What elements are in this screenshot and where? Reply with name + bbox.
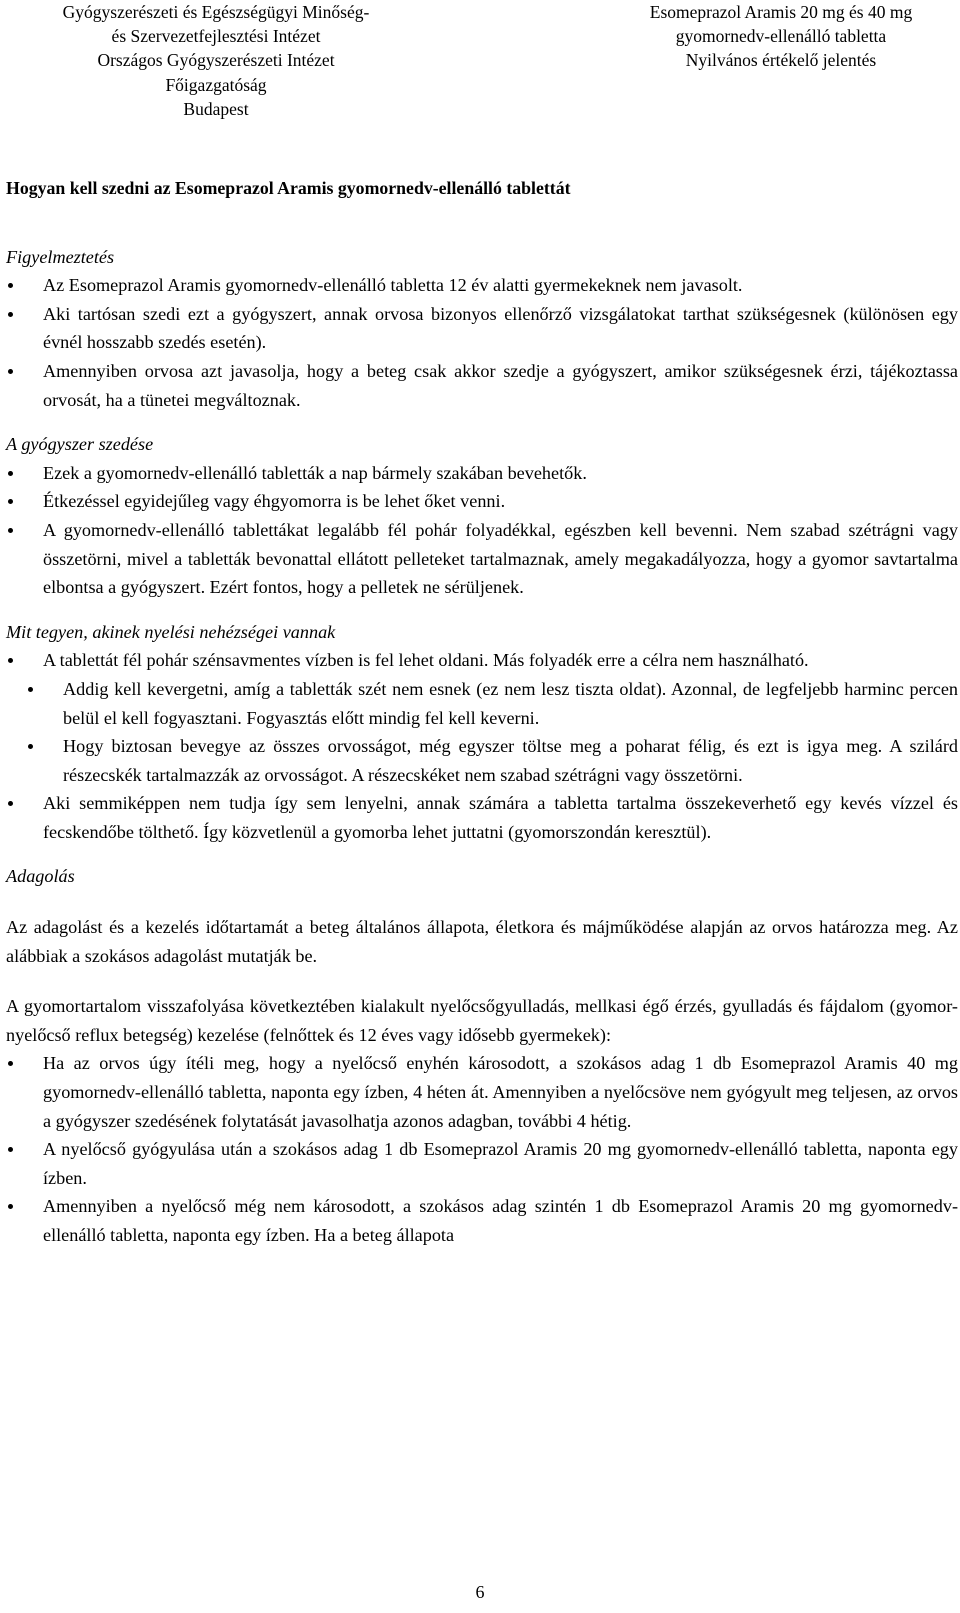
list-item: Az Esomeprazol Aramis gyomornedv-ellenálló tabletta 12 év alatti gyermekeknek nem javasolt. (6, 271, 958, 300)
swallowing-list (6, 646, 958, 675)
swallowing-sublist (26, 675, 958, 789)
intake-list (6, 459, 958, 602)
header-left-line: Országos Gyógyszerészeti Intézet (97, 50, 335, 71)
page-title: Hogyan kell szedni az Esomeprazol Aramis gyomornedv-ellenálló tablettát (6, 178, 571, 198)
header-left-line: Főigazgatóság (165, 74, 267, 95)
dosage-paragraph: A gyomortartalom visszafolyása következtében kialakult nyelőcsőgyulladás, mellkasi égő érzés, gyulladás és fájdalom (gyomor-nyelőcső reflux betegség) kezelése (felnőttek és 12 éves vagy idősebb gyermekek): (6, 996, 958, 1045)
list-item: Aki semmiképpen nem tudja így sem lenyelni, annak számára a tabletta tartalma összekeverhető egy kevés vízzel és fecskendőbe tölthető. Így közvetlenül a gyomorba lehet juttatni (gyomorszondán keresztül). (6, 789, 958, 846)
header-left-line: Gyógyszerészeti és Egészségügyi Minőség- (62, 2, 370, 22)
header-right (616, 0, 946, 73)
header-right-line: Nyilvános értékelő jelentés (685, 50, 877, 71)
list-item: A gyomornedv-ellenálló tablettákat legalább fél pohár folyadékkal, egészben kell bevenni. Nem szabad szétrágni vagy összetörni, mivel a tabletták bevonattal ellátott pelleteket tartalmaznak, amely megakadályozza, hogy a gyomor savtartalma elbontsa a gyógyszert. Ezért fontos, hogy a pelletek ne sérüljenek. (6, 516, 958, 602)
header-left (6, 0, 426, 121)
section-heading-swallowing: Mit tegyen, akinek nyelési nehézségei vannak (6, 621, 336, 642)
list-item: Aki tartósan szedi ezt a gyógyszert, annak orvosa bizonyos ellenőrző vizsgálatokat tarthat szükségesnek (különösen egy évnél hosszabb szedés esetén). (6, 300, 958, 357)
list-item: Étkezéssel egyidejűleg vagy éhgyomorra is be lehet őket venni. (6, 487, 958, 516)
section-heading-intake: A gyógyszer szedése (6, 434, 154, 455)
header-right-line: gyomornedv-ellenálló tabletta (675, 26, 887, 47)
page-number: 6 (475, 1582, 485, 1602)
warning-list (6, 271, 958, 414)
document-body (6, 174, 958, 1250)
swallowing-list-2 (6, 789, 958, 846)
list-item: Amennyiben orvosa azt javasolja, hogy a beteg csak akkor szedje a gyógyszert, amikor szükségesnek érzi, tájékoztassa orvosát, ha a tünetei megváltoznak. (6, 357, 958, 414)
list-item: A nyelőcső gyógyulása után a szokásos adag 1 db Esomeprazol Aramis 20 mg gyomornedv-ellenálló tabletta, naponta egy ízben. (6, 1135, 958, 1192)
header-right-line: Esomeprazol Aramis 20 mg és 40 mg (649, 2, 913, 22)
dosage-paragraph: Az adagolást és a kezelés időtartamát a beteg általános állapota, életkora és májműködése alapján az orvos határozza meg. Az alábbiak a szokásos adagolást mutatják be. (6, 917, 958, 966)
list-item: Ha az orvos úgy ítéli meg, hogy a nyelőcső enyhén károsodott, a szokásos adag 1 db Esomeprazol Aramis 40 mg gyomornedv-ellenálló tabletta, naponta egy ízben, 4 héten át. Amennyiben a nyelőcsöve nem gyógyult meg teljesen, az orvos a gyógyszer szedésének folytatását javasolhatja azonos adagban, további 4 hétig. (6, 1049, 958, 1135)
list-item: Amennyiben a nyelőcső még nem károsodott, a szokásos adag szintén 1 db Esomeprazol Aramis 20 mg gyomornedv-ellenálló tabletta, naponta egy ízben. Ha a beteg állapota (6, 1192, 958, 1249)
section-heading-dosage: Adagolás (6, 866, 75, 887)
header-left-line: és Szervezetfejlesztési Intézet (111, 26, 321, 47)
dosage-list (6, 1049, 958, 1249)
list-item: Ezek a gyomornedv-ellenálló tabletták a nap bármely szakában bevehetők. (6, 459, 958, 488)
sub-list-item: Hogy biztosan bevegye az összes orvosságot, még egyszer töltse meg a poharat félig, és ezt is igya meg. A szilárd részecskék tartalmazzák az orvosságot. A részecskéket nem szabad szétrágni vagy összetörni. (26, 732, 958, 789)
header-left-line: Budapest (183, 98, 249, 119)
sub-list-item: Addig kell kevergetni, amíg a tabletták szét nem esnek (ez nem lesz tiszta oldat). Azonnal, de legfeljebb harminc percen belül el kell fogyasztani. Fogyasztás előtt mindig fel kell keverni. (26, 675, 958, 732)
list-item: A tablettát fél pohár szénsavmentes vízben is fel lehet oldani. Más folyadék erre a célra nem használható. (6, 646, 958, 675)
section-heading-warning: Figyelmeztetés (6, 246, 115, 267)
